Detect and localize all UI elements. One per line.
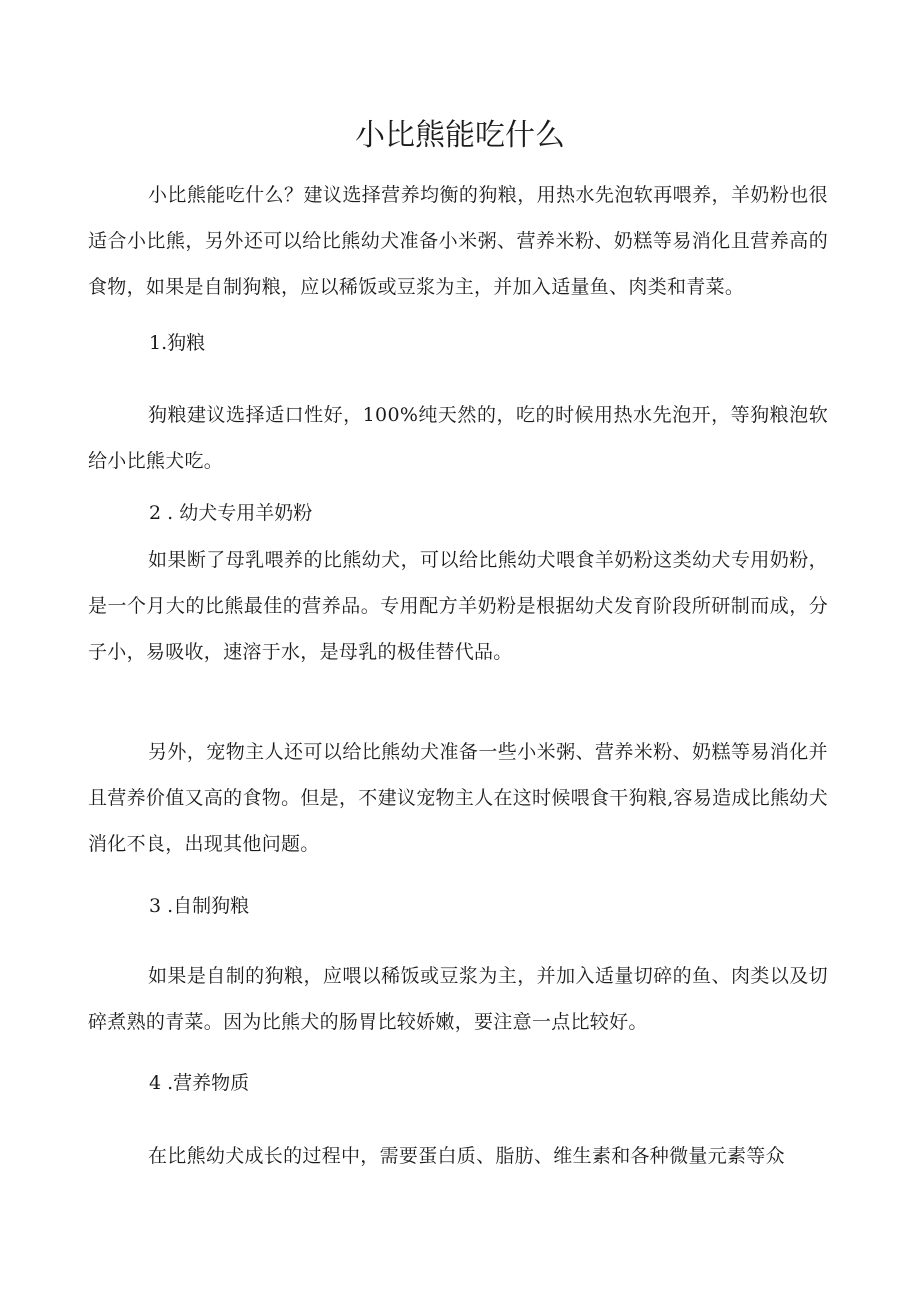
section-paragraph-other-foods: 另外，宠物主人还可以给比熊幼犬准备一些小米粥、营养米粉、奶糕等易消化并且营养价值又高的食物。但是，不建议宠物主人在这时候喂食干狗粮,容易造成比熊幼犬消化不良，出现其他问题。 (88, 741, 828, 855)
intro-paragraph: 小比熊能吃什么？建议选择营养均衡的狗粮，用热水先泡软再喂养，羊奶粉也很适合小比熊，另外还可以给比熊幼犬准备小米粥、营养米粉、奶糕等易消化且营养高的食物，如果是自制狗粮，应以稀饭或豆浆为主，并加入适量鱼、肉类和青菜。 (88, 184, 828, 298)
section-paragraph-nutrients: 在比熊幼犬成长的过程中，需要蛋白质、脂肪、维生素和各种微量元素等众 (148, 1145, 785, 1167)
section-heading-dog-food: 1.狗粮 (149, 332, 206, 354)
section-heading-goat-milk: 2 . 幼犬专用羊奶粉 (149, 502, 313, 524)
section-paragraph-homemade-food: 如果是自制的狗粮，应喂以稀饭或豆浆为主，并加入适量切碎的鱼、肉类以及切碎煮熟的青菜。因为比熊犬的肠胃比较娇嫩，要注意一点比较好。 (88, 965, 828, 1033)
section-paragraph-dog-food: 狗粮建议选择适口性好，100%纯天然的，吃的时候用热水先泡开，等狗粮泡软给小比熊犬吃。 (88, 404, 828, 472)
document-title: 小比熊能吃什么 (355, 118, 565, 153)
section-heading-nutrients: 4 .营养物质 (149, 1072, 250, 1094)
section-paragraph-goat-milk: 如果断了母乳喂养的比熊幼犬，可以给比熊幼犬喂食羊奶粉这类幼犬专用奶粉，是一个月大的比熊最佳的营养品。专用配方羊奶粉是根据幼犬发育阶段所研制而成，分子小，易吸收，速溶于水，是母乳的极佳替代品。 (88, 549, 828, 663)
section-heading-homemade-food: 3 .自制狗粮 (149, 895, 250, 917)
